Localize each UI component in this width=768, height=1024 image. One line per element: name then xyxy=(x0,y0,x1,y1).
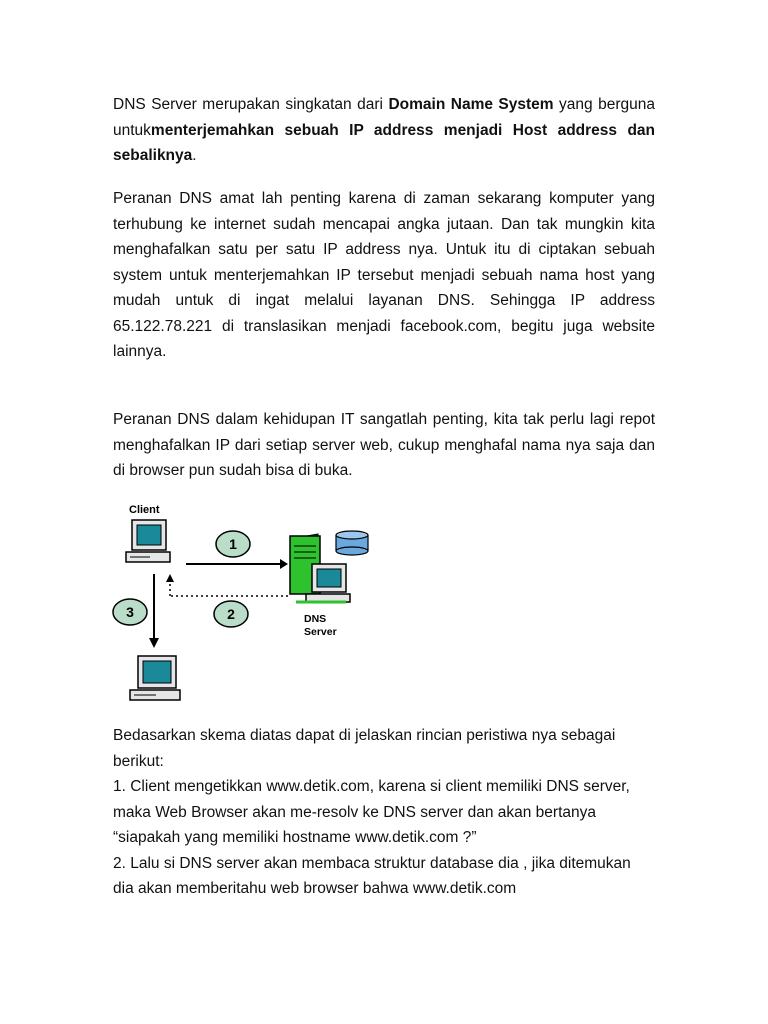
explanation-intro: Bedasarkan skema diatas dapat di jelaskan rincian peristiwa nya sebagai berikut: xyxy=(113,727,616,770)
database-icon xyxy=(336,531,368,555)
arrow-response-head xyxy=(166,574,174,582)
p1-text-2: yang berguna untuk xyxy=(113,96,656,139)
client-computer-icon xyxy=(126,520,170,562)
dns-diagram-svg xyxy=(110,494,380,706)
server-label-line1: DNS xyxy=(304,613,327,625)
paragraph-dns-definition xyxy=(113,92,655,169)
arrow-request-head xyxy=(280,559,288,569)
step-1-label: 1 xyxy=(229,536,237,552)
step-2-label: 2 xyxy=(227,606,235,622)
paragraph-dns-importance: Peranan DNS dalam kehidupan IT sangatlah penting, kita tak perlu lagi repot menghafalkan IP dari setiap server web, cukup menghafal nama nya saja dan di browser pun sudah bisa di buka. xyxy=(113,411,655,479)
web-server-computer-icon xyxy=(130,656,180,700)
step-3-label: 3 xyxy=(126,604,134,620)
paragraph-explanation xyxy=(113,723,655,902)
p1-text-1: DNS Server merupakan singkatan dari xyxy=(113,96,389,113)
arrow-connect-head xyxy=(149,638,159,648)
p1-bold-domain-name-system: Domain Name System xyxy=(388,96,554,113)
paragraph-dns-role: Peranan DNS amat lah penting karena di zaman sekarang komputer yang terhubung ke internet sudah mencapai angka jutaan. Dan tak mungkin kita menghafalkan satu per satu IP address nya. Untuk itu di ciptakan sebuah system untuk menterjemahkan IP tersebut menjadi sebuah nama host yang mudah untuk di ingat melalui layanan DNS. Sehingga IP address 65.122.78.221 di translasikan menjadi facebook.com, begitu juga website lainnya. xyxy=(113,190,655,360)
server-screen xyxy=(317,569,341,587)
server-label-line2: Server xyxy=(304,626,337,638)
p1-bold-translate: menterjemahkan sebuah IP address menjadi Host address dan sebaliknya xyxy=(113,121,655,164)
explanation-item-1: 1. Client mengetikkan www.detik.com, karena si client memiliki DNS server, maka Web Browser akan me-resolv ke DNS server dan akan bertanya “siapakah yang memiliki hostname www.detik.com ?” xyxy=(113,778,630,846)
client-label: Client xyxy=(129,504,160,516)
explanation-item-2: 2. Lalu si DNS server akan membaca struktur database dia , jika ditemukan dia akan memberitahu web browser bahwa www.detik.com xyxy=(113,854,631,897)
p1-text-3: . xyxy=(192,147,197,164)
client-screen xyxy=(137,525,161,545)
dns-diagram xyxy=(110,494,380,706)
